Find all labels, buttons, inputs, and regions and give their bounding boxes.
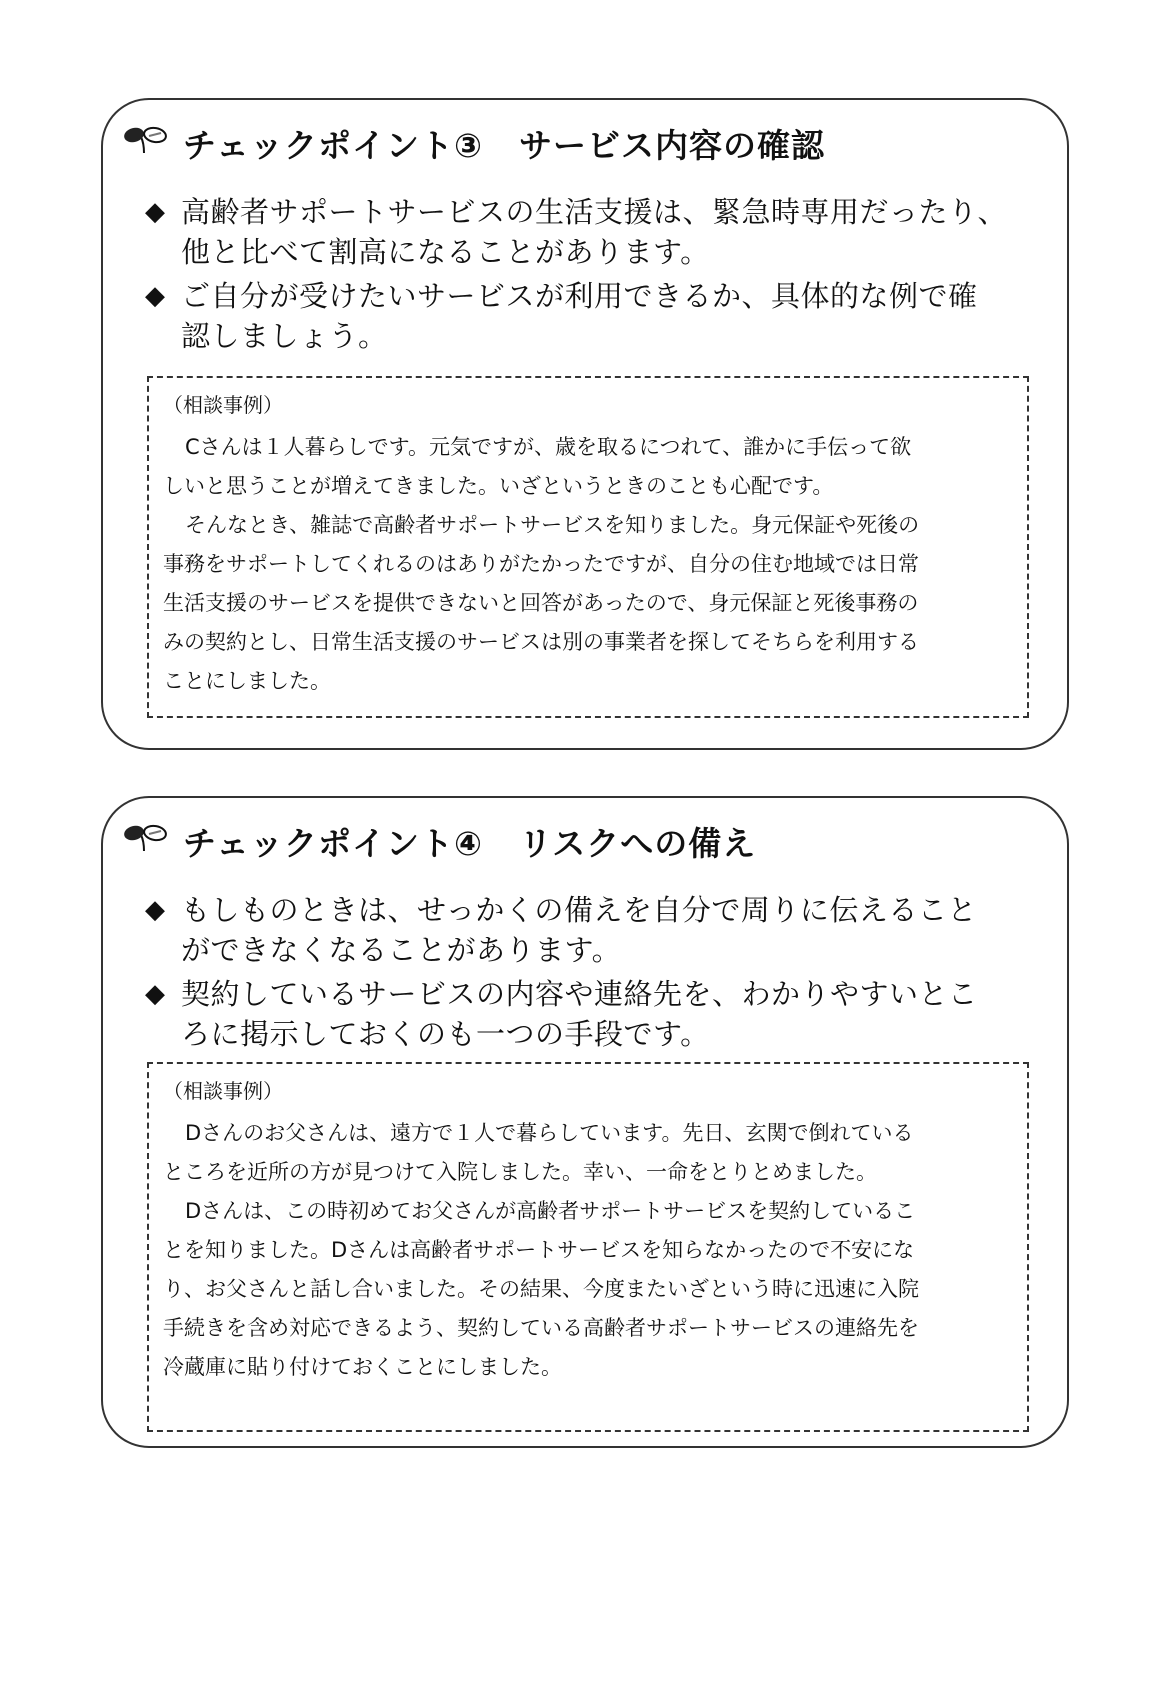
sprout-icon bbox=[123, 123, 183, 165]
case-line: 手続きを含め対応できるよう、契約している高齢者サポートサービスの連絡先を bbox=[163, 1316, 919, 1340]
diamond-bullet-icon: ◆ bbox=[145, 979, 165, 1009]
checkpoint-4-card bbox=[101, 796, 1069, 1448]
diamond-bullet-icon: ◆ bbox=[145, 895, 165, 925]
case-line: 冷蔵庫に貼り付けておくことにしました。 bbox=[163, 1355, 562, 1379]
diamond-bullet-icon: ◆ bbox=[145, 197, 165, 227]
sprout-icon bbox=[123, 821, 183, 863]
bullet-item bbox=[145, 192, 1007, 272]
case-label: （相談事例） bbox=[163, 393, 283, 417]
case-line: Dさんは、この時初めてお父さんが高齢者サポートサービスを契約しているこ bbox=[185, 1199, 916, 1223]
bullet-line: 高齢者サポートサービスの生活支援は、緊急時専用だったり、 bbox=[181, 195, 1008, 229]
bullet-line: ご自分が受けたいサービスが利用できるか、具体的な例で確 bbox=[181, 279, 978, 313]
bullet-item bbox=[145, 276, 1007, 356]
case-line: り、お父さんと話し合いました。その結果、今度またいざという時に迅速に入院 bbox=[163, 1277, 919, 1301]
case-line: ところを近所の方が見つけて入院しました。幸い、一命をとりとめました。 bbox=[163, 1160, 877, 1184]
bullet-line: 他と比べて割高になることがあります。 bbox=[181, 235, 710, 269]
case-line: 生活支援のサービスを提供できないと回答があったので、身元保証と死後事務の bbox=[163, 591, 919, 615]
case-line: ことにしました。 bbox=[163, 669, 331, 693]
case-line: しいと思うことが増えてきました。いざというときのことも心配です。 bbox=[163, 474, 834, 498]
section-heading bbox=[123, 818, 756, 865]
case-line: Cさんは１人暮らしです。元気ですが、歳を取るにつれて、誰かに手伝って欲 bbox=[185, 435, 912, 459]
bullet-line: もしものときは、せっかくの備えを自分で周りに伝えること bbox=[181, 893, 977, 927]
bullet-line: 認しましょう。 bbox=[181, 319, 388, 353]
checkpoint-3-card bbox=[101, 98, 1069, 750]
checkpoint-title: リスクへの備え bbox=[518, 824, 757, 863]
bullet-item bbox=[145, 974, 978, 1054]
case-line: みの契約とし、日常生活支援のサービスは別の事業者を探してそちらを利用する bbox=[163, 630, 919, 654]
case-line: 事務をサポートしてくれるのはありがたかったですが、自分の住む地域では日常 bbox=[163, 552, 919, 576]
case-line: Dさんのお父さんは、遠方で１人で暮らしています。先日、玄関で倒れている bbox=[185, 1121, 914, 1145]
bullet-line: ができなくなることがあります。 bbox=[181, 933, 622, 967]
bullet-item bbox=[145, 890, 978, 970]
bullet-line: ろに掲示しておくのも一つの手段です。 bbox=[181, 1017, 710, 1051]
diamond-bullet-icon: ◆ bbox=[145, 281, 165, 311]
case-line: とを知りました。Dさんは高齢者サポートサービスを知らなかったので不安にな bbox=[163, 1238, 915, 1262]
section-heading bbox=[123, 120, 825, 167]
bullet-list bbox=[145, 890, 978, 1058]
case-example-box bbox=[147, 1062, 1029, 1432]
bullet-line: 契約しているサービスの内容や連絡先を、わかりやすいとこ bbox=[181, 977, 978, 1011]
case-line: そんなとき、雑誌で高齢者サポートサービスを知りました。身元保証や死後の bbox=[185, 513, 920, 537]
checkpoint-label: チェックポイント③ bbox=[183, 126, 483, 165]
checkpoint-label: チェックポイント④ bbox=[183, 824, 483, 863]
case-example-box bbox=[147, 376, 1029, 718]
checkpoint-title: サービス内容の確認 bbox=[518, 126, 825, 165]
bullet-list bbox=[145, 192, 1007, 360]
case-label: （相談事例） bbox=[163, 1079, 283, 1103]
